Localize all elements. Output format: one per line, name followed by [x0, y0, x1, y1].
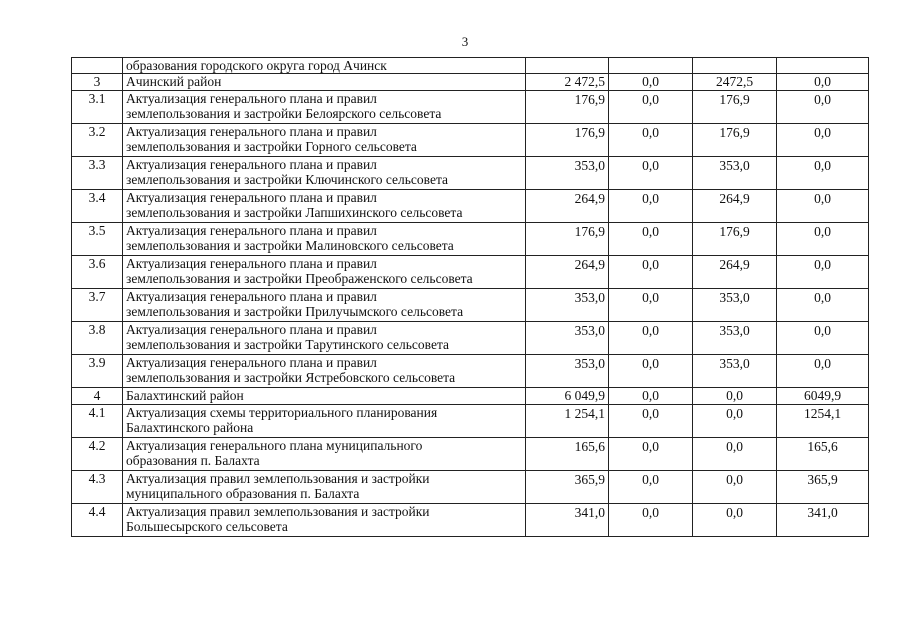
value-cell-v2: 0,0	[609, 405, 693, 438]
value-cell-v2: 0,0	[609, 471, 693, 504]
value-cell-v2: 0,0	[609, 74, 693, 91]
value-cell-v1: 365,9	[526, 471, 609, 504]
table-row	[72, 223, 869, 256]
value-cell-v1: 176,9	[526, 91, 609, 124]
value-cell-v1: 176,9	[526, 223, 609, 256]
value-cell-v2: 0,0	[609, 388, 693, 405]
value-cell-v4: 0,0	[777, 91, 869, 124]
row-name-cell	[123, 289, 526, 322]
row-number-cell: 3.1	[72, 91, 123, 124]
value-cell-v3: 353,0	[693, 322, 777, 355]
row-name-cell	[123, 124, 526, 157]
row-number-cell: 3.9	[72, 355, 123, 388]
table-row	[72, 355, 869, 388]
value-cell-v1: 353,0	[526, 322, 609, 355]
row-name-line: землепользования и застройки Горного сельсовета	[126, 139, 417, 154]
row-name-line: образования п. Балахта	[126, 453, 260, 468]
value-cell-v1: 353,0	[526, 157, 609, 190]
row-number-cell: 4.3	[72, 471, 123, 504]
row-name-cell	[123, 322, 526, 355]
value-cell-v3: 264,9	[693, 256, 777, 289]
row-name-line: Актуализация генерального плана и правил	[126, 91, 377, 106]
value-cell-v2: 0,0	[609, 256, 693, 289]
value-cell-v3: 176,9	[693, 91, 777, 124]
value-cell-v4: 0,0	[777, 355, 869, 388]
row-number-cell: 3.3	[72, 157, 123, 190]
row-name-line: Актуализация правил землепользования и застройки	[126, 471, 430, 486]
value-cell-v4: 1254,1	[777, 405, 869, 438]
value-cell-v3	[693, 58, 777, 74]
table-row	[72, 438, 869, 471]
value-cell-v1: 6 049,9	[526, 388, 609, 405]
value-cell-v1: 353,0	[526, 289, 609, 322]
table-row	[72, 322, 869, 355]
value-cell-v3: 0,0	[693, 388, 777, 405]
value-cell-v3: 176,9	[693, 223, 777, 256]
row-name-line: землепользования и застройки Малиновского сельсовета	[126, 238, 454, 253]
page-number: 3	[461, 34, 469, 49]
row-name-line: землепользования и застройки Белоярского сельсовета	[126, 106, 442, 121]
table-row	[72, 58, 869, 74]
row-name-line: Балахтинский район	[126, 388, 244, 403]
row-number-cell: 3.5	[72, 223, 123, 256]
row-number-cell: 3.4	[72, 190, 123, 223]
row-name-line: образования городского округа город Ачинск	[126, 58, 387, 73]
row-number-cell: 4.4	[72, 504, 123, 537]
row-number-cell: 3	[72, 74, 123, 91]
value-cell-v4: 365,9	[777, 471, 869, 504]
value-cell-v3: 264,9	[693, 190, 777, 223]
value-cell-v1: 264,9	[526, 190, 609, 223]
row-name-cell	[123, 157, 526, 190]
row-name-line: Актуализация генерального плана и правил	[126, 355, 377, 370]
value-cell-v2: 0,0	[609, 157, 693, 190]
value-cell-v3: 176,9	[693, 124, 777, 157]
value-cell-v2: 0,0	[609, 438, 693, 471]
row-name-cell	[123, 405, 526, 438]
value-cell-v1: 264,9	[526, 256, 609, 289]
value-cell-v4: 0,0	[777, 223, 869, 256]
row-name-cell	[123, 504, 526, 537]
row-name-line: землепользования и застройки Лапшихинского сельсовета	[126, 205, 463, 220]
row-name-line: Актуализация генерального плана и правил	[126, 223, 377, 238]
row-name-line: Актуализация правил землепользования и застройки	[126, 504, 430, 519]
row-name-line: Актуализация генерального плана и правил	[126, 124, 377, 139]
table-row	[72, 124, 869, 157]
value-cell-v2: 0,0	[609, 504, 693, 537]
value-cell-v1: 2 472,5	[526, 74, 609, 91]
row-name-line: Актуализация генерального плана муниципального	[126, 438, 423, 453]
value-cell-v1: 165,6	[526, 438, 609, 471]
value-cell-v1: 176,9	[526, 124, 609, 157]
value-cell-v4: 0,0	[777, 74, 869, 91]
table-row	[72, 256, 869, 289]
value-cell-v1	[526, 58, 609, 74]
table-row	[72, 289, 869, 322]
row-name-cell	[123, 91, 526, 124]
table-row	[72, 74, 869, 91]
row-name-line: Актуализация генерального плана и правил	[126, 289, 377, 304]
budget-table	[71, 57, 869, 537]
row-name-cell	[123, 74, 526, 91]
value-cell-v2: 0,0	[609, 124, 693, 157]
row-name-cell	[123, 471, 526, 504]
row-name-line: Актуализация генерального плана и правил	[126, 256, 377, 271]
row-name-cell	[123, 355, 526, 388]
value-cell-v4: 165,6	[777, 438, 869, 471]
row-name-line: землепользования и застройки Тарутинского сельсовета	[126, 337, 450, 352]
value-cell-v2: 0,0	[609, 322, 693, 355]
value-cell-v3: 353,0	[693, 355, 777, 388]
value-cell-v3: 353,0	[693, 157, 777, 190]
row-name-line: Балахтинского района	[126, 420, 254, 435]
value-cell-v3: 2472,5	[693, 74, 777, 91]
table-row	[72, 504, 869, 537]
row-name-cell	[123, 438, 526, 471]
value-cell-v4: 0,0	[777, 256, 869, 289]
row-number-cell: 3.7	[72, 289, 123, 322]
row-name-line: землепользования и застройки Прилучымского сельсовета	[126, 304, 464, 319]
value-cell-v4: 0,0	[777, 190, 869, 223]
value-cell-v3: 0,0	[693, 471, 777, 504]
value-cell-v4: 341,0	[777, 504, 869, 537]
value-cell-v2: 0,0	[609, 289, 693, 322]
value-cell-v3: 0,0	[693, 504, 777, 537]
row-name-line: Актуализация генерального плана и правил	[126, 190, 377, 205]
row-name-line: муниципального образования п. Балахта	[126, 486, 360, 501]
row-name-line: Ачинский район	[126, 74, 222, 89]
value-cell-v4	[777, 58, 869, 74]
table-row	[72, 157, 869, 190]
value-cell-v4: 0,0	[777, 289, 869, 322]
table-row	[72, 388, 869, 405]
row-number-cell: 4	[72, 388, 123, 405]
table-row	[72, 471, 869, 504]
value-cell-v4: 0,0	[777, 322, 869, 355]
row-name-cell	[123, 190, 526, 223]
value-cell-v2: 0,0	[609, 355, 693, 388]
value-cell-v1: 353,0	[526, 355, 609, 388]
row-name-line: Большесырского сельсовета	[126, 519, 288, 534]
value-cell-v3: 0,0	[693, 438, 777, 471]
table-row	[72, 190, 869, 223]
row-number-cell: 3.8	[72, 322, 123, 355]
row-name-line: Актуализация генерального плана и правил	[126, 322, 377, 337]
row-name-line: Актуализация схемы территориального планирования	[126, 405, 438, 420]
row-name-line: Актуализация генерального плана и правил	[126, 157, 377, 172]
value-cell-v2: 0,0	[609, 223, 693, 256]
row-number-cell: 3.6	[72, 256, 123, 289]
row-name-cell	[123, 388, 526, 405]
value-cell-v4: 6049,9	[777, 388, 869, 405]
table-body	[72, 58, 869, 537]
value-cell-v3: 0,0	[693, 405, 777, 438]
row-name-cell	[123, 223, 526, 256]
value-cell-v2	[609, 58, 693, 74]
value-cell-v1: 1 254,1	[526, 405, 609, 438]
value-cell-v1: 341,0	[526, 504, 609, 537]
row-name-line: землепользования и застройки Ястребовского сельсовета	[126, 370, 456, 385]
row-number-cell: 4.2	[72, 438, 123, 471]
row-number-cell	[72, 58, 123, 74]
value-cell-v4: 0,0	[777, 124, 869, 157]
row-name-cell	[123, 256, 526, 289]
row-name-line: землепользования и застройки Преображенского сельсовета	[126, 271, 473, 286]
table-row	[72, 405, 869, 438]
value-cell-v4: 0,0	[777, 157, 869, 190]
row-name-line: землепользования и застройки Ключинского сельсовета	[126, 172, 448, 187]
value-cell-v2: 0,0	[609, 91, 693, 124]
row-number-cell: 3.2	[72, 124, 123, 157]
row-number-cell: 4.1	[72, 405, 123, 438]
table-row	[72, 91, 869, 124]
value-cell-v2: 0,0	[609, 190, 693, 223]
value-cell-v3: 353,0	[693, 289, 777, 322]
row-name-cell	[123, 58, 526, 74]
